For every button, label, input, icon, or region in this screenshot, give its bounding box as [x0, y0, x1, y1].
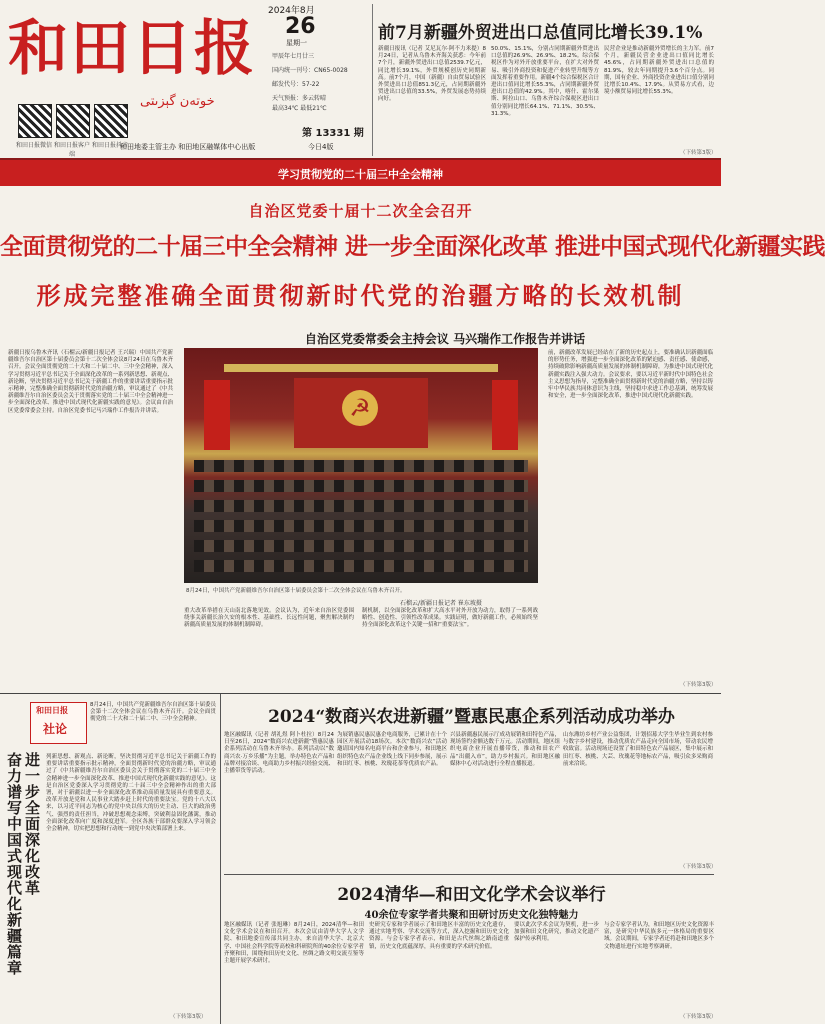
qr-label: 和田日报抖音 — [91, 142, 128, 149]
lead-body: 重大改革举措在天山南北落地见效。会议认为，近年来自治区党委围绕事关新疆长治久安的根本性、基础性、长远性问题，聚焦解决制约新疆高质量发展的体制机制障碍。 — [184, 608, 354, 629]
seminar-body: 地区融媒讯（记者 张旭琳）8月24日，2024清华—和田文化学术会议在和田召开。本次会议由清华大学人文学院、和田地委宣传部共同主办，来自清华大学、北京大学、中国社会科学院等高校和科研院所的40余位专家学者齐聚和田，围绕和田历史文化、丝绸之路文明交流互鉴等主题开展学术研讨。 — [224, 922, 364, 965]
column-logo: 和田日报 — [36, 705, 68, 715]
audience-row — [194, 480, 528, 492]
postal-code: 邮发代号：57-22 — [272, 81, 320, 88]
commentary-body: 8月24日，中国共产党新疆维吾尔自治区第十届委员会第十二次全体会议在乌鲁木齐召开。会议全面贯彻党的二十大和二十届二中、三中全会精神。 — [90, 702, 216, 723]
commentary-body: 列新思想、新观点、新论断，坚决贯彻习近平总书记关于新疆工作的重要讲话重要指示批示精神，全面贯彻新时代党的治疆方略，审议通过了《中共新疆维吾尔自治区委员会关于贯彻落实党的二十届三中全会精神进一步全面深化改革、推进中国式现代化新疆实践的意见》。这是自治区党委深入学习贯彻党的二十届三中全会精神作出的重大部署，对于新疆以进一步全面深化改革推动高质量发展具有重要意义。改革开放是党和人民事业大踏步赶上时代的重要法宝。党的十八大以来，以习近平同志为核心的党中央以伟大的历史主动、巨大的政治勇气、强烈的责任担当，冲破思想观念束缚，突破利益固化藩篱，推动全面深化改革向广度和深度进军。全区各族干部群众要深入学习领会全会精神，切实把思想和行动统一到党中央决策部署上来。 — [46, 754, 216, 833]
top-story-body: 民营企业是推动新疆外贸增长的主力军。前7个月，新疆民营企业进出口值同比增长45.6%，占同期新疆外贸进出口总值的81.9%，较去年同期提升3.6个百分点。同期，国有企业、外商投资企业进出口值分别同比增长10.4%、17.9%。从贸易方式看，边境小额贸易同比增长55.3%。 — [604, 46, 715, 96]
seminar-subheadline: 40余位专家学者共聚和田研讨历史文化独特魅力 — [364, 910, 579, 921]
qr-label: 和田日报客户端 — [53, 142, 90, 158]
photo-banner — [224, 364, 498, 372]
flag-icon — [204, 380, 230, 450]
ecommerce-body: 为展销惠民惠民惠企电商服务，已累计在十个园区开展活动18场次。本次“数商兴农”活动邀请国内知名电商平台和企业参与，和田地区组织特色农产品企业线上线下同步参展，展示和田红枣、核桃、玫瑰花茶等优质农产品。 — [337, 732, 448, 767]
lead-meeting-line: 自治区党委常委会主持会议 马兴瑞作工作报告并讲话 — [304, 332, 586, 346]
qr-code-douyin[interactable] — [94, 104, 128, 138]
photo-credit: 石榴云/新疆日报记者 崔东坡摄 — [400, 600, 482, 607]
newspaper-logo: 和田日报 — [8, 14, 256, 84]
meeting-photo[interactable] — [184, 348, 538, 583]
seminar-headline[interactable]: 2024清华—和田文化学术会议举行 — [337, 885, 606, 905]
issue-number: 第 13331 期 — [302, 128, 364, 139]
qr-code-wechat[interactable] — [18, 104, 52, 138]
top-story-body: 新疆日报讯（记者 艾尼瓦尔·阿不力米提）8月24日，记者从乌鲁木齐海关获悉：今年前7个月，新疆外贸进出口总值2539.7亿元，同比增长39.1%，外贸规模创历史同期新高。前7个月，中国（新疆）自由贸易试验区外贸进出口总值851.3亿元，占同期新疆外贸进出口总值的33.5%，外贸发展态势持续向好。 — [378, 46, 487, 103]
top-story-body: 50.0%、15.1%，分别占同期新疆外贸进出口总值的26.9%、26.9%、18.2%。综合保税区作为对外开放重要平台，在扩大对外贸易、吸引外商投资和促进产业转型升级等方面发挥着重要作用。新疆4个综合保税区合计进出口值同比增长55.3%，占同期新疆外贸进出口总值的42.9%。其中，喀什、霍尔果斯、阿拉山口、乌鲁木齐综合保税区进出口值分别同比增长64.1%、71.1%、30.5%、31.3%。 — [491, 46, 600, 117]
audience-row — [194, 560, 528, 572]
ecommerce-body: 山东潍坊乡村产业公益集团，计划招募大学生毕业生到农村参与数字乡村建设，推动优质农产品走向全国市场，带动农民增收致富。活动现场还设置了和田特色农产品展区，集中展示和田红枣、核桃、大芸、玫瑰花等地标农产品，吸引众多采购商前来洽谈。 — [563, 732, 713, 767]
commentary-title[interactable]: 进一步全面深化改革 — [23, 752, 41, 896]
section-banner-text: 学习贯彻党的二十届三中全会精神 — [278, 168, 443, 181]
divider — [372, 4, 373, 156]
lead-subheadline[interactable]: 形成完整准确全面贯彻新时代党的治疆方略的长效机制 — [36, 281, 685, 310]
continued-link[interactable]: （下转第3版） — [170, 1014, 207, 1020]
seminar-body: 要以此次学术会议为契机，进一步加强和田文化研究，推动文化遗产保护传承利用。 — [514, 922, 599, 943]
photo-caption: 8月24日，中国共产党新疆维吾尔自治区第十届委员会第十二次全体会议在乌鲁木齐召开。 — [186, 588, 406, 594]
audience-row — [194, 500, 528, 512]
audience-row — [194, 540, 528, 552]
continued-link[interactable]: （下转第3版） — [680, 150, 717, 156]
ecommerce-body: 地区融媒讯（记者 胡礼煜 阿卜杜拉）8月24日至26日，2024“数商兴农进新疆”暨惠民惠企系列活动在乌鲁木齐举办。系列活动以“数商兴农·万乡乐播”为主题，举办特色农产品和品牌对接洽谈、电商助力乡村振兴经验交流、主播带货等活动。 — [224, 732, 335, 775]
uyghur-name: خوتەن گېزىتى — [140, 94, 215, 109]
party-emblem-icon: ☭ — [342, 390, 378, 426]
continued-link[interactable]: （下转第3版） — [680, 1014, 717, 1020]
weather-temperature: 最高34℃ 最低21℃ — [272, 105, 327, 112]
ecommerce-headline[interactable]: 2024“数商兴农进新疆”暨惠民惠企系列活动成功举办 — [268, 707, 675, 727]
divider — [0, 693, 721, 694]
lead-kicker: 自治区党委十届十二次全会召开 — [248, 202, 473, 220]
lead-body: 新疆日报乌鲁木齐讯（石榴云/新疆日报记者 王兴瑞）中国共产党新疆维吾尔自治区第十届委员会第十二次全体会议8月24日在乌鲁木齐召开。会议全面贯彻党的二十大和二十届二中、三中全会精神，深入学习贯彻习近平总书记关于全面深化改革的一系列新思想、新观点、新论断，坚决贯彻习近平总书记关于新疆工作的重要讲话重要指示批示精神，完整准确全面贯彻新时代党的治疆方略，审议通过了《中共新疆维吾尔自治区委员会关于贯彻落实党的二十届三中全会精神进一步全面深化改革、推进中国式现代化新疆实践的意见》。会议由自治区党委常委会主持。自治区党委书记马兴瑞作工作报告并讲话。 — [8, 350, 174, 414]
ecommerce-body: 兴县新疆惠民展示厅成功展销和田特色产品，现场签约金额达数千万元。活动期间，地区组织电商企业开展直播带货，推动和田农产品“出疆入市”，助力乡村振兴。和田地区融媒体中心对活动进行全程直播报道。 — [450, 732, 561, 767]
sponsors-line: 和田地委主管主办 和田地区融媒体中心出版 — [120, 143, 256, 151]
lead-body: 前，新疆改革发展已经站在了新的历史起点上，要准确认识新疆面临的形势任务，增强进一步全面深化改革的紧迫感、责任感、使命感，持续破除影响新疆高质量发展的体制机制障碍，为推进中国式现代化新疆实践注入强大动力。会议要求，要以习近平新时代中国特色社会主义思想为指导，完整准确全面贯彻新时代党的治疆方略，坚持以铸牢中华民族共同体意识为主线，坚持稳中求进工作总基调，统筹发展和安全，进一步全面深化改革，推进中国式现代化新疆实践。 — [548, 350, 714, 400]
column-tag: 社论 — [43, 722, 68, 736]
weekday: 星期一 — [286, 39, 307, 47]
audience-row — [194, 520, 528, 532]
seminar-body: 与会专家学者认为，和田地区历史文化资源丰富，是研究中华民族多元一体格局的重要区域。会议期间，专家学者还将赴和田地区多个文物遗址进行实地考察调研。 — [604, 922, 715, 950]
audience-row — [194, 460, 528, 472]
date-year-month: 2024年8月 — [268, 6, 315, 16]
weather-forecast: 天气预报：多云转晴 — [272, 95, 327, 102]
continued-link[interactable]: （下转第3版） — [680, 682, 717, 688]
top-story-headline[interactable]: 前7月新疆外贸进出口总值同比增长39.1% — [378, 23, 703, 43]
qr-label: 和田日报微信 — [15, 142, 52, 149]
divider — [224, 874, 714, 875]
commentary-title[interactable]: 奋力谱写中国式现代化新疆篇章 — [5, 752, 23, 976]
lead-body: 制机制，以全面深化改革和扩大高水平对外开放为动力，取得了一系列战略性、创造性、引领性改革成果。实践证明，做好新疆工作，必须始终坚持全面深化改革这个关键一招和“重要法宝”。 — [362, 608, 539, 629]
cn-number: 国内统一刊号：CN65-0028 — [272, 67, 348, 74]
qr-code-app[interactable] — [56, 104, 90, 138]
continued-link[interactable]: （下转第3版） — [680, 864, 717, 870]
seminar-body: 史研究专家和学者展示了和田地区丰富的历史文化遗存，通过实地考察、学术交流等方式，深入挖掘和田历史文化资源。与会专家学者表示，和田是古代丝绸之路南道重镇，历史文化底蕴深厚，具有重要的学术研究价值。 — [369, 922, 509, 950]
lead-headline[interactable]: 全面贯彻党的二十届三中全会精神 进一步全面深化改革 推进中国式现代化新疆实践 — [0, 233, 825, 260]
pages-today: 今日4版 — [308, 143, 334, 151]
flag-icon — [492, 380, 518, 450]
date-day: 26 — [285, 14, 316, 39]
lunar-date: 甲辰年七月廿三 — [272, 53, 315, 60]
divider — [220, 694, 221, 1024]
